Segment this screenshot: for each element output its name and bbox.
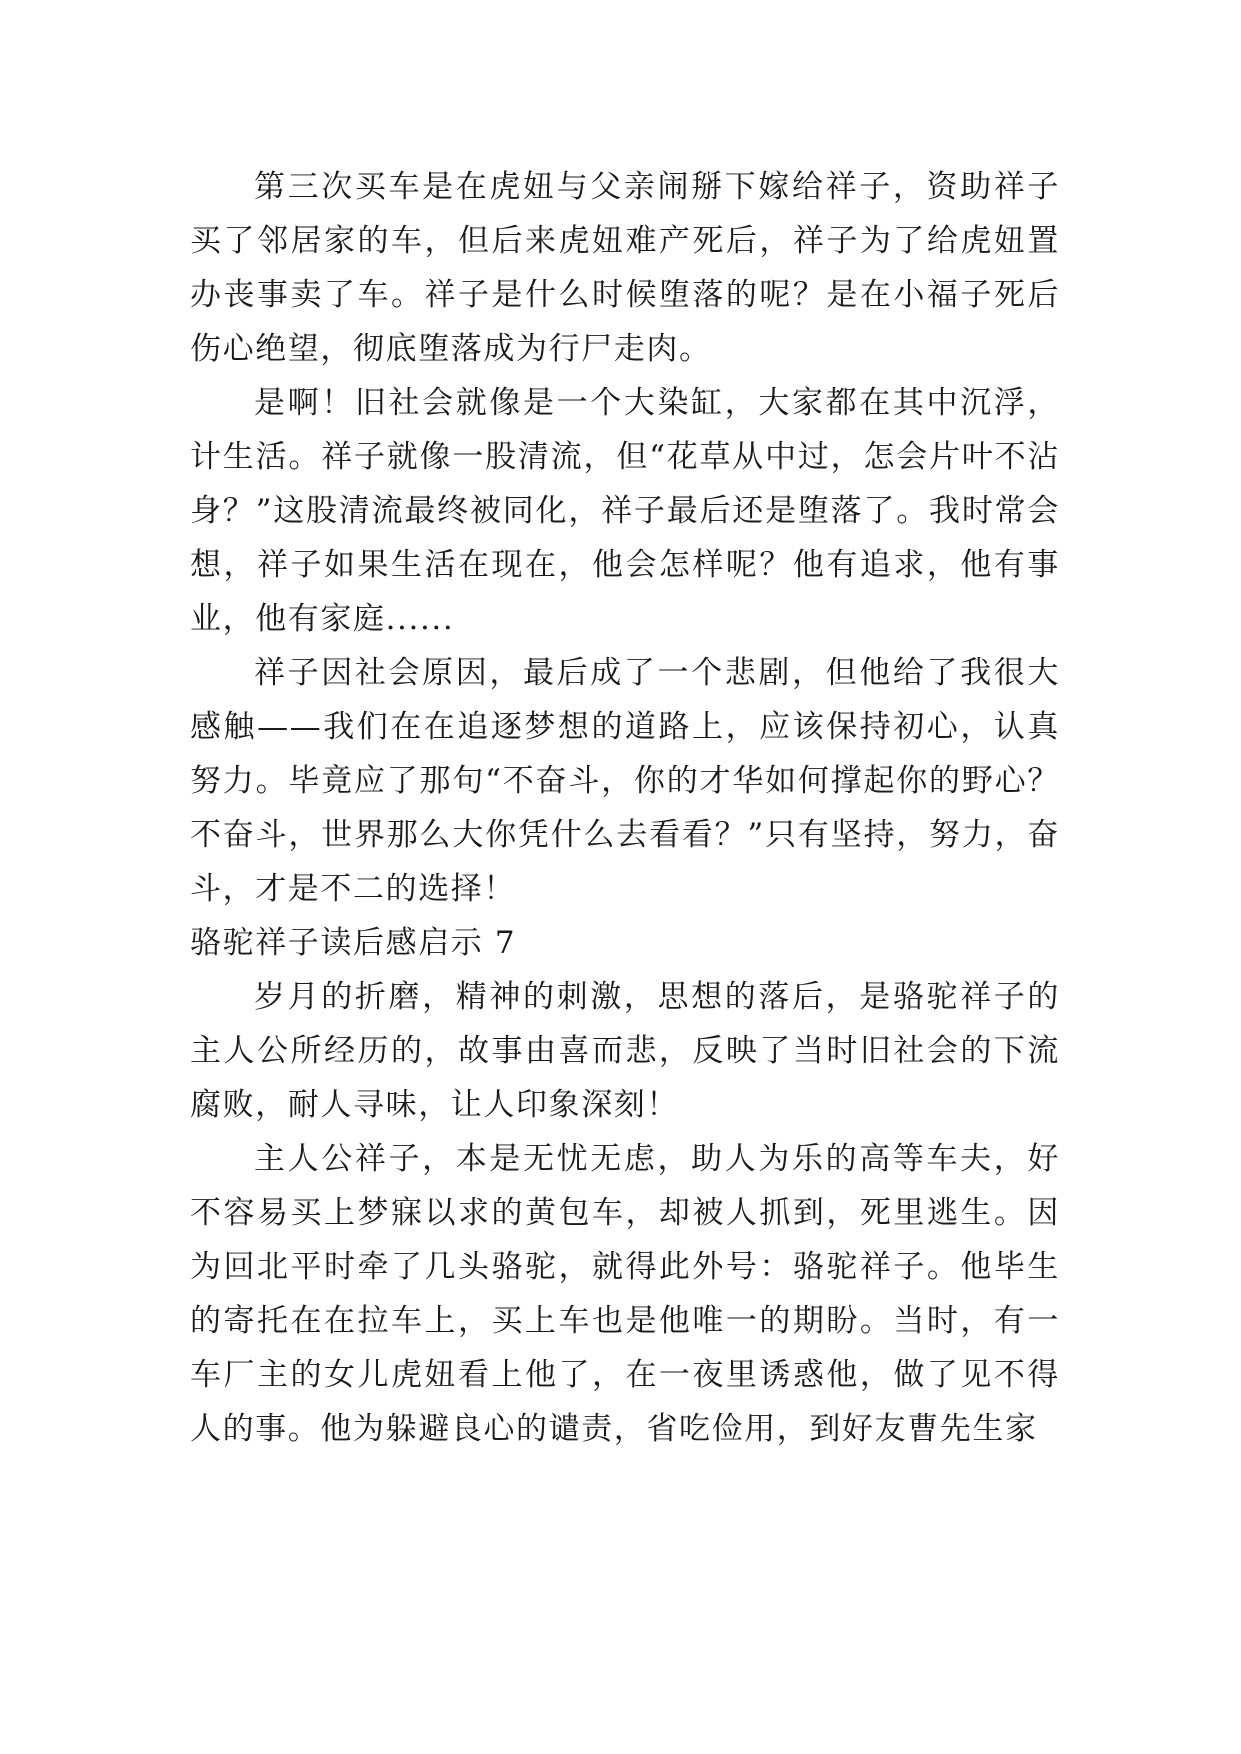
paragraph-4: 岁月的折磨，精神的刺激，思想的落后，是骆驼祥子的主人公所经历的，故事由喜而悲，反映了当时旧社会的下流腐败，耐人寻味，让人印象深刻！: [190, 979, 1060, 1123]
paragraph-3: 祥子因社会原因，最后成了一个悲剧，但他给了我很大感触——我们在在追逐梦想的道路上，应该保持初心，认真努力。毕竟应了那句“不奋斗，你的才华如何撑起你的野心？不奋斗，世界那么大你凭什么去看看？”只有坚持，努力，奋斗，才是不二的选择！: [190, 655, 1060, 907]
section-heading: 骆驼祥子读后感启示 7: [190, 925, 517, 961]
document-body: [190, 160, 1060, 1456]
paragraph-5: 主人公祥子，本是无忧无虑，助人为乐的高等车夫，好不容易买上梦寐以求的黄包车，却被人抓到，死里逃生。因为回北平时牵了几头骆驼，就得此外号：骆驼祥子。他毕生的寄托在在拉车上，买上车也是他唯一的期盼。当时，有一车厂主的女儿虎妞看上他了，在一夜里诱惑他，做了见不得人的事。他为躲避良心的谴责，省吃俭用，到好友曹先生家: [190, 1141, 1060, 1447]
paragraph-1: 第三次买车是在虎妞与父亲闹掰下嫁给祥子，资助祥子买了邻居家的车，但后来虎妞难产死后，祥子为了给虎妞置办丧事卖了车。祥子是什么时候堕落的呢？是在小福子死后伤心绝望，彻底堕落成为行尸走肉。: [190, 169, 1060, 367]
paragraph-2: 是啊！旧社会就像是一个大染缸，大家都在其中沉浮，计生活。祥子就像一股清流，但“花草从中过，怎会片叶不沾身？”这股清流最终被同化，祥子最后还是堕落了。我时常会想，祥子如果生活在现在，他会怎样呢？他有追求，他有事业，他有家庭......: [190, 385, 1060, 637]
